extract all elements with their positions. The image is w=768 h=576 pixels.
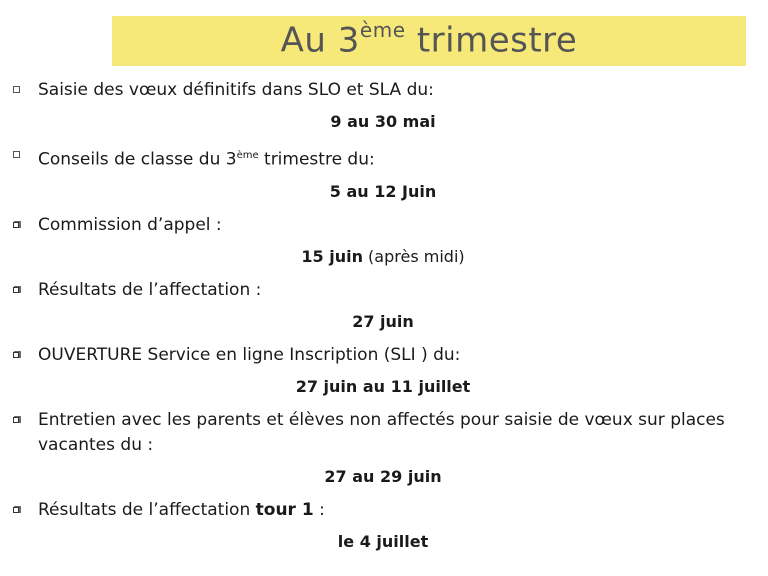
square-bullet-icon (13, 151, 20, 158)
item-label: Commission d’appel : (38, 214, 222, 235)
page-title: Au 3ème trimestre (280, 18, 578, 61)
item-label: Résultats de l’affectation tour 1 : (38, 499, 325, 520)
item-date: 9 au 30 mai (330, 112, 436, 131)
item-date: 5 au 12 Juin (329, 181, 437, 201)
shadow-square-bullet-icon (13, 221, 20, 228)
item-label: OUVERTURE Service en ligne Inscription (SLI ) du: (38, 344, 461, 365)
item-date: 27 au 29 juin (324, 466, 442, 486)
item-label: Entretien avec les parents et élèves non affectés pour saisie de vœux sur places vacantes du : (38, 409, 725, 455)
item-date: 15 juin (après midi) (301, 246, 465, 266)
list-item (0, 343, 768, 398)
list-item (0, 408, 768, 488)
item-label: Conseils de classe du 3ème trimestre du: (38, 149, 375, 170)
list-item (0, 498, 768, 553)
schedule-list (0, 78, 768, 563)
shadow-square-bullet-icon (13, 416, 20, 423)
item-date: le 4 juillet (337, 531, 429, 551)
item-label: Résultats de l’affectation : (38, 279, 262, 300)
item-date: 27 juin au 11 juillet (295, 376, 471, 396)
shadow-square-bullet-icon (13, 286, 20, 293)
list-item (0, 278, 768, 333)
title-banner (112, 16, 746, 66)
list-item (0, 213, 768, 268)
list-item (0, 78, 768, 133)
item-label: Saisie des vœux définitifs dans SLO et SLA du: (38, 80, 434, 100)
square-bullet-icon (13, 86, 20, 93)
item-date: 27 juin (352, 311, 414, 331)
shadow-square-bullet-icon (13, 351, 20, 358)
list-item (0, 143, 768, 203)
shadow-square-bullet-icon (13, 506, 20, 513)
